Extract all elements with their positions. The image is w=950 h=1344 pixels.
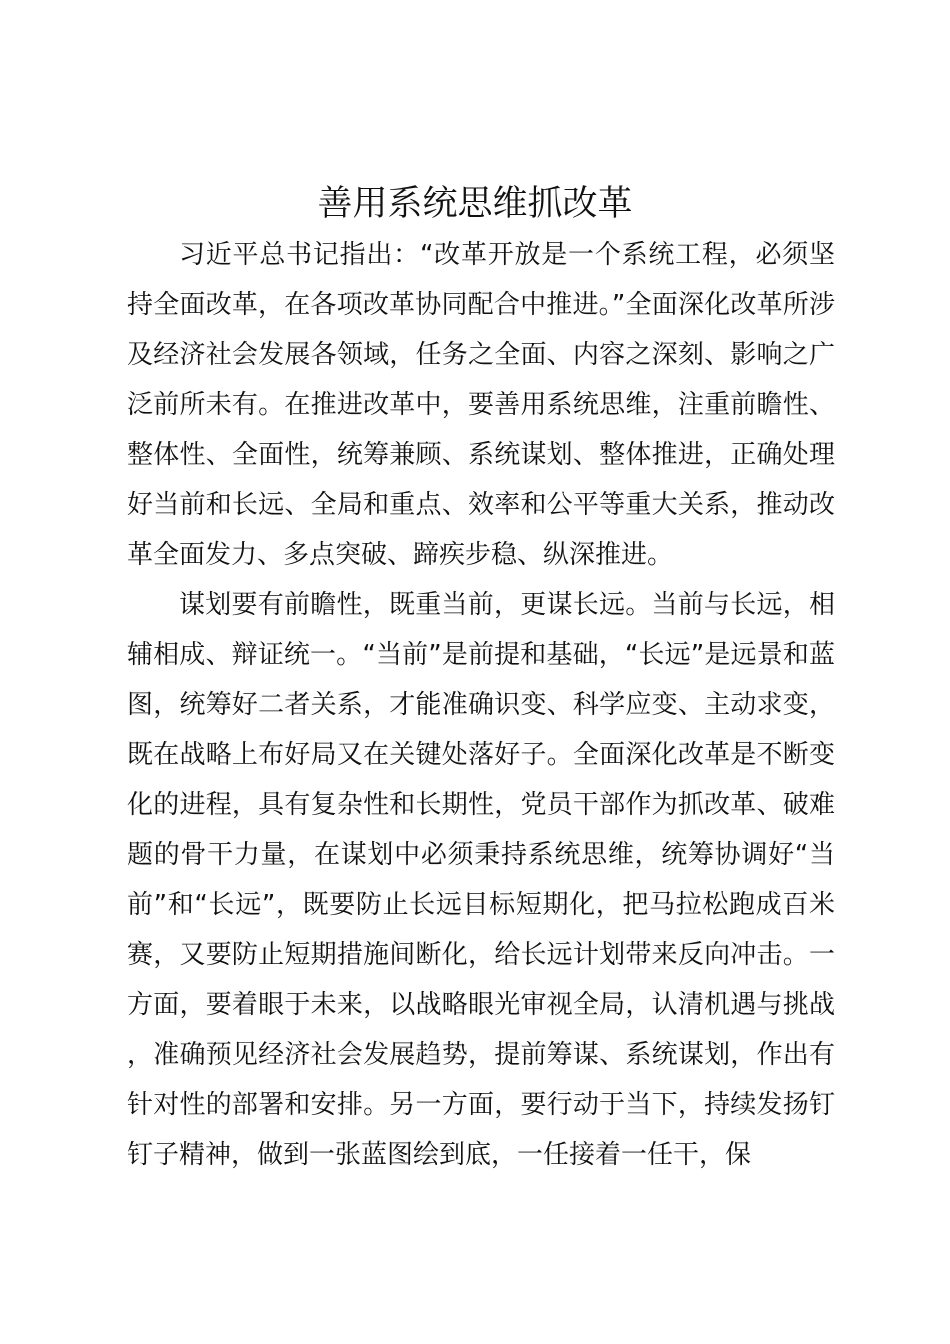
paragraph-planning: 谋划要有前瞻性，既重当前，更谋长远。当前与长远，相辅相成、辩证统一。“当前”是前提和基础，“长远”是远景和蓝图，统筹好二者关系，才能准确识变、科学应变、主动求变，既在战略上布好局又在关键处落好子。全面深化改革是不断变化的进程，具有复杂性和长期性，党员干部作为抓改革、破难题的骨干力量，在谋划中必须秉持系统思维，统筹协调好“当前”和“长远”，既要防止长远目标短期化，把马拉松跑成百米赛，又要防止短期措施间断化，给长远计划带来反向冲击。一方面，要着眼于未来，以战略眼光审视全局，认清机遇与挑战，准确预见经济社会发展趋势，提前筹谋、系统谋划，作出有针对性的部署和安排。另一方面，要行动于当下，持续发扬钉钉子精神，做到一张蓝图绘到底，一任接着一任干，保 xyxy=(127,590,835,1170)
document-body xyxy=(127,230,835,1180)
document-title: 善用系统思维抓改革 xyxy=(317,184,633,224)
paragraph-intro: 习近平总书记指出：“改革开放是一个系统工程，必须坚持全面改革，在各项改革协同配合中推进。”全面深化改革所涉及经济社会发展各领域，任务之全面、内容之深刻、影响之广泛前所未有。在推进改革中，要善用系统思维，注重前瞻性、整体性、全面性，统筹兼顾、系统谋划、整体推进，正确处理好当前和长远、全局和重点、效率和公平等重大关系，推动改革全面发力、多点突破、蹄疾步稳、纵深推进。 xyxy=(127,240,835,570)
